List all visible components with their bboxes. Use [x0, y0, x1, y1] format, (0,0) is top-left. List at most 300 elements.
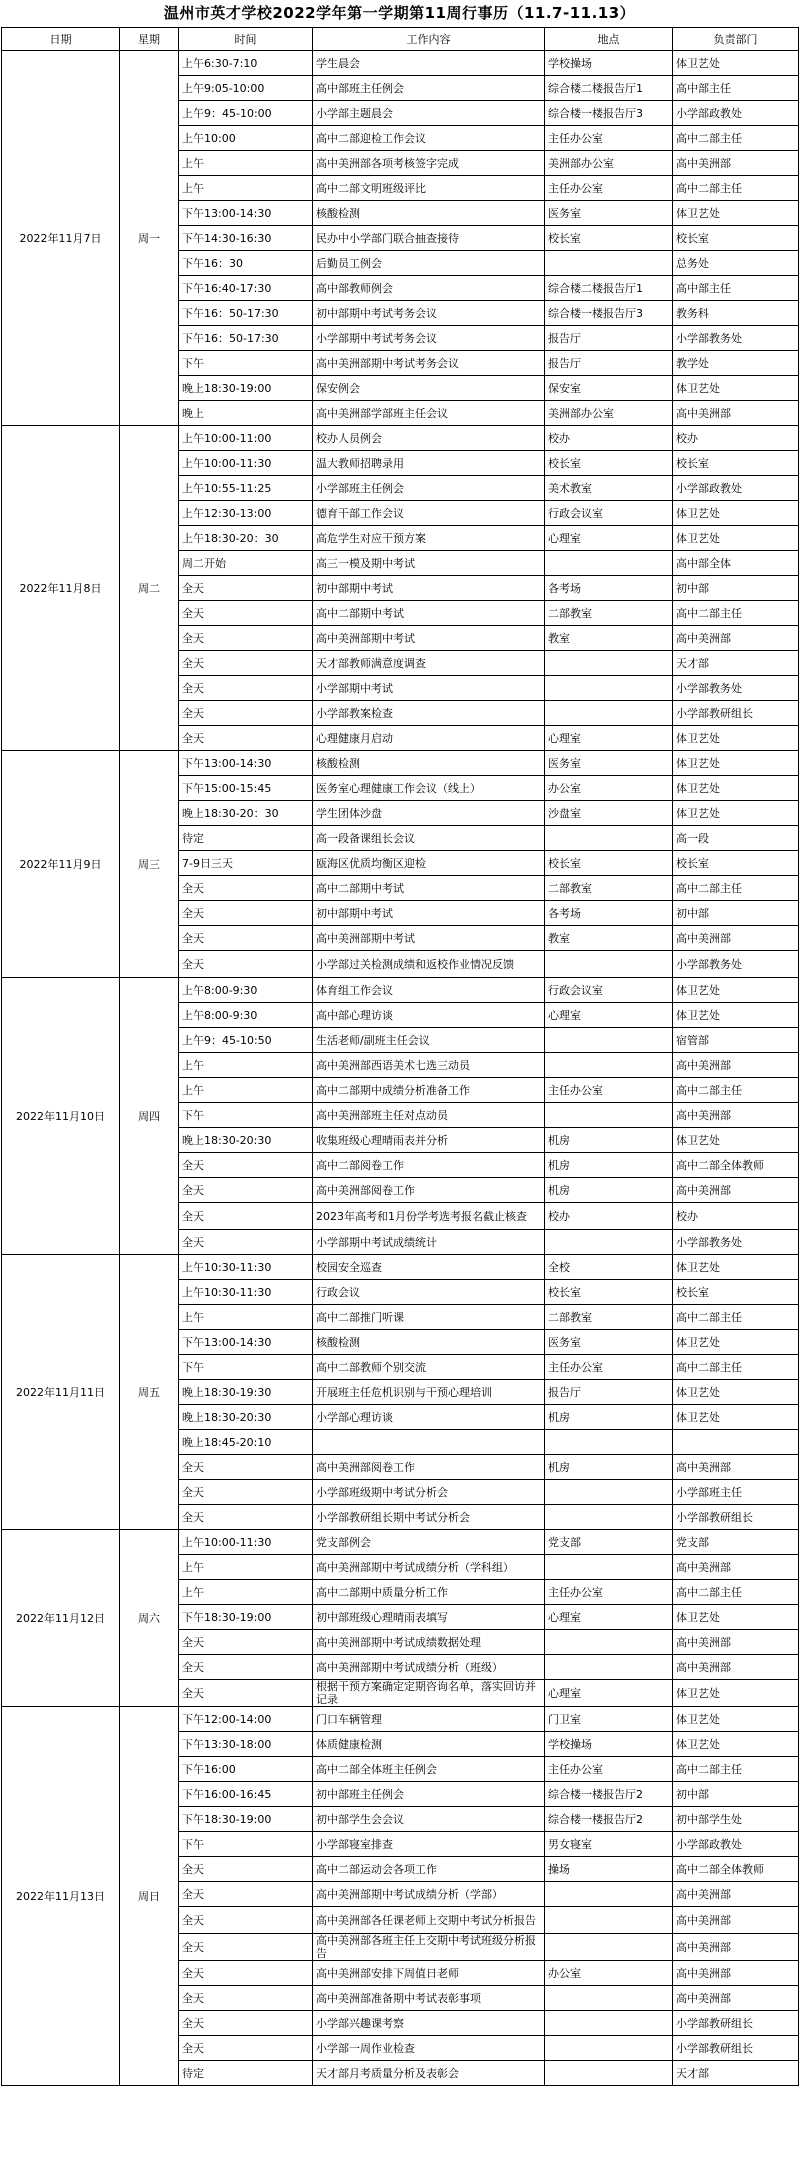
time-cell: 待定 [179, 826, 313, 851]
content-cell: 高中二部全体班主任例会 [313, 1757, 545, 1782]
department-cell: 初中部 [673, 901, 799, 926]
content-cell: 高中美洲部阅卷工作 [313, 1455, 545, 1480]
location-cell [545, 1655, 673, 1680]
time-cell: 全天 [179, 576, 313, 601]
date-cell: 2022年11月11日 [2, 1255, 120, 1530]
content-cell: 天才部月考质量分析及表彰会 [313, 2061, 545, 2086]
content-cell: 体质健康检测 [313, 1732, 545, 1757]
department-cell: 小学部教务处 [673, 326, 799, 351]
time-cell: 全天 [179, 1882, 313, 1907]
time-cell: 7-9日三天 [179, 851, 313, 876]
time-cell: 全天 [179, 676, 313, 701]
content-cell: 高中二部期中考试 [313, 601, 545, 626]
content-cell: 核酸检测 [313, 201, 545, 226]
location-cell [545, 1053, 673, 1078]
department-cell: 党支部 [673, 1530, 799, 1555]
content-cell: 后勤员工例会 [313, 251, 545, 276]
department-cell: 高中二部主任 [673, 176, 799, 201]
time-cell: 上午10:30-11:30 [179, 1255, 313, 1280]
location-cell [545, 1480, 673, 1505]
location-cell [545, 1430, 673, 1455]
department-cell: 教学处 [673, 351, 799, 376]
content-cell: 小学部教案检查 [313, 701, 545, 726]
location-cell: 办公室 [545, 1961, 673, 1986]
location-cell: 报告厅 [545, 351, 673, 376]
department-cell: 初中部 [673, 1782, 799, 1807]
content-cell: 高三一模及期中考试 [313, 551, 545, 576]
location-cell [545, 251, 673, 276]
time-cell: 晚上18:30-20:30 [179, 1128, 313, 1153]
content-cell: 高中美洲部期中考试成绩数据处理 [313, 1630, 545, 1655]
department-cell: 体卫艺处 [673, 1330, 799, 1355]
time-cell: 下午 [179, 351, 313, 376]
content-cell: 小学部期中考试 [313, 676, 545, 701]
location-cell: 操场 [545, 1857, 673, 1882]
department-cell: 高中美洲部 [673, 1630, 799, 1655]
time-cell: 下午13:00-14:30 [179, 201, 313, 226]
weekday-cell: 周三 [120, 751, 179, 978]
location-cell [545, 1103, 673, 1128]
content-cell: 体育组工作会议 [313, 978, 545, 1003]
location-cell: 主任办公室 [545, 1078, 673, 1103]
location-cell: 综合楼二楼报告厅1 [545, 76, 673, 101]
department-cell: 小学部教研组长 [673, 1505, 799, 1530]
location-cell: 医务室 [545, 201, 673, 226]
location-cell: 办公室 [545, 776, 673, 801]
time-cell: 上午10:00-11:00 [179, 426, 313, 451]
time-cell: 晚上 [179, 401, 313, 426]
content-cell: 根据干预方案确定定期咨询名单，落实回访并记录 [313, 1680, 545, 1707]
location-cell [545, 1986, 673, 2011]
header-content: 工作内容 [313, 28, 545, 51]
location-cell: 校长室 [545, 226, 673, 251]
time-cell: 周二开始 [179, 551, 313, 576]
location-cell: 医务室 [545, 1330, 673, 1355]
department-cell: 小学部政教处 [673, 476, 799, 501]
schedule-body [2, 51, 799, 2086]
time-cell: 晚上18:30-20:30 [179, 1405, 313, 1430]
content-cell: 瓯海区优质均衡区迎检 [313, 851, 545, 876]
time-cell: 上午10:00-11:30 [179, 451, 313, 476]
content-cell: 民办中小学部门联合抽查接待 [313, 226, 545, 251]
time-cell: 下午16：30 [179, 251, 313, 276]
location-cell: 机房 [545, 1178, 673, 1203]
department-cell: 高中美洲部 [673, 1882, 799, 1907]
department-cell: 小学部教研组长 [673, 2011, 799, 2036]
content-cell: 初中部期中考试考务会议 [313, 301, 545, 326]
department-cell: 高中二部全体教师 [673, 1857, 799, 1882]
time-cell: 上午 [179, 151, 313, 176]
department-cell: 体卫艺处 [673, 51, 799, 76]
location-cell: 二部教室 [545, 876, 673, 901]
department-cell: 高中美洲部 [673, 1555, 799, 1580]
content-cell: 初中部期中考试 [313, 576, 545, 601]
department-cell: 校办 [673, 426, 799, 451]
time-cell: 上午8:00-9:30 [179, 1003, 313, 1028]
time-cell: 上午 [179, 1580, 313, 1605]
content-cell: 高危学生对应干预方案 [313, 526, 545, 551]
content-cell: 高中二部推门听课 [313, 1305, 545, 1330]
date-cell: 2022年11月13日 [2, 1707, 120, 2086]
location-cell: 综合楼一楼报告厅3 [545, 101, 673, 126]
department-cell: 高中二部主任 [673, 1757, 799, 1782]
location-cell: 机房 [545, 1128, 673, 1153]
weekday-cell: 周四 [120, 978, 179, 1255]
department-cell: 高中二部主任 [673, 1580, 799, 1605]
location-cell: 二部教室 [545, 1305, 673, 1330]
content-cell: 小学部过关检测成绩和返校作业情况反馈 [313, 951, 545, 978]
location-cell [545, 701, 673, 726]
time-cell: 上午18:30-20：30 [179, 526, 313, 551]
department-cell: 体卫艺处 [673, 1732, 799, 1757]
department-cell: 校长室 [673, 851, 799, 876]
location-cell: 二部教室 [545, 601, 673, 626]
content-cell: 高中二部教师个别交流 [313, 1355, 545, 1380]
content-cell: 高中美洲部期中考试 [313, 926, 545, 951]
location-cell: 报告厅 [545, 326, 673, 351]
content-cell: 高中二部文明班级评比 [313, 176, 545, 201]
content-cell: 高中二部期中考试 [313, 876, 545, 901]
location-cell [545, 1630, 673, 1655]
department-cell: 体卫艺处 [673, 1128, 799, 1153]
weekday-cell: 周二 [120, 426, 179, 751]
time-cell: 全天 [179, 726, 313, 751]
location-cell: 美洲部办公室 [545, 151, 673, 176]
table-row [2, 1255, 799, 1280]
department-cell: 高中美洲部 [673, 401, 799, 426]
location-cell: 心理室 [545, 726, 673, 751]
department-cell: 体卫艺处 [673, 501, 799, 526]
location-cell [545, 1934, 673, 1961]
department-cell: 体卫艺处 [673, 801, 799, 826]
content-cell: 高中二部运动会各项工作 [313, 1857, 545, 1882]
department-cell: 高中二部全体教师 [673, 1153, 799, 1178]
time-cell: 下午16:00-16:45 [179, 1782, 313, 1807]
date-cell: 2022年11月12日 [2, 1530, 120, 1707]
location-cell: 美术教室 [545, 476, 673, 501]
content-cell [313, 1430, 545, 1455]
department-cell: 高中二部主任 [673, 126, 799, 151]
content-cell: 德育干部工作会议 [313, 501, 545, 526]
department-cell: 初中部学生处 [673, 1807, 799, 1832]
location-cell [545, 2061, 673, 2086]
location-cell [545, 2011, 673, 2036]
time-cell: 全天 [179, 1857, 313, 1882]
location-cell: 教室 [545, 626, 673, 651]
content-cell: 高中美洲部各项考核签字完成 [313, 151, 545, 176]
time-cell: 上午10:30-11:30 [179, 1280, 313, 1305]
content-cell: 温大教师招聘录用 [313, 451, 545, 476]
date-cell: 2022年11月10日 [2, 978, 120, 1255]
content-cell: 小学部期中考试考务会议 [313, 326, 545, 351]
department-cell: 体卫艺处 [673, 1380, 799, 1405]
content-cell: 高中美洲部期中考试成绩分析（学部） [313, 1882, 545, 1907]
table-row [2, 751, 799, 776]
content-cell: 生活老师/副班主任会议 [313, 1028, 545, 1053]
time-cell: 下午14:30-16:30 [179, 226, 313, 251]
header-location: 地点 [545, 28, 673, 51]
department-cell: 高中部全体 [673, 551, 799, 576]
time-cell: 上午10:00-11:30 [179, 1530, 313, 1555]
location-cell: 综合楼一楼报告厅2 [545, 1807, 673, 1832]
location-cell [545, 651, 673, 676]
time-cell: 全天 [179, 1934, 313, 1961]
page-title: 温州市英才学校2022学年第一学期第11周行事历（11.7-11.13） [163, 4, 636, 22]
department-cell: 高中美洲部 [673, 1103, 799, 1128]
location-cell: 主任办公室 [545, 126, 673, 151]
time-cell: 全天 [179, 626, 313, 651]
time-cell: 下午 [179, 1103, 313, 1128]
time-cell: 晚上18:30-19:30 [179, 1380, 313, 1405]
location-cell: 主任办公室 [545, 1757, 673, 1782]
department-cell: 小学部政教处 [673, 101, 799, 126]
content-cell: 高中美洲部期中考试成绩分析（学科组） [313, 1555, 545, 1580]
content-cell: 高中美洲部学部班主任会议 [313, 401, 545, 426]
department-cell: 体卫艺处 [673, 1255, 799, 1280]
content-cell: 保安例会 [313, 376, 545, 401]
location-cell: 门卫室 [545, 1707, 673, 1732]
time-cell: 下午16:00 [179, 1757, 313, 1782]
location-cell: 校办 [545, 426, 673, 451]
department-cell: 体卫艺处 [673, 201, 799, 226]
department-cell: 体卫艺处 [673, 1707, 799, 1732]
location-cell: 学校操场 [545, 51, 673, 76]
time-cell: 下午18:30-19:00 [179, 1807, 313, 1832]
content-cell: 初中部期中考试 [313, 901, 545, 926]
department-cell: 高中美洲部 [673, 1961, 799, 1986]
time-cell: 全天 [179, 1907, 313, 1934]
location-cell: 沙盘室 [545, 801, 673, 826]
time-cell: 下午 [179, 1355, 313, 1380]
time-cell: 上午12:30-13:00 [179, 501, 313, 526]
department-cell: 体卫艺处 [673, 376, 799, 401]
content-cell: 高中二部迎检工作会议 [313, 126, 545, 151]
department-cell: 高中美洲部 [673, 1907, 799, 1934]
schedule-table [1, 27, 799, 2086]
location-cell [545, 676, 673, 701]
time-cell: 全天 [179, 1680, 313, 1707]
date-cell: 2022年11月8日 [2, 426, 120, 751]
location-cell [545, 826, 673, 851]
department-cell: 高中二部主任 [673, 601, 799, 626]
content-cell: 高中美洲部各班主任上交期中考试班级分析报告 [313, 1934, 545, 1961]
content-cell: 高一段备课组长会议 [313, 826, 545, 851]
department-cell: 教务科 [673, 301, 799, 326]
content-cell: 心理健康月启动 [313, 726, 545, 751]
department-cell: 高中美洲部 [673, 1053, 799, 1078]
location-cell: 行政会议室 [545, 978, 673, 1003]
location-cell: 心理室 [545, 1605, 673, 1630]
location-cell: 心理室 [545, 1680, 673, 1707]
department-cell: 体卫艺处 [673, 726, 799, 751]
department-cell: 高中美洲部 [673, 1178, 799, 1203]
time-cell: 下午15:00-15:45 [179, 776, 313, 801]
time-cell: 待定 [179, 2061, 313, 2086]
content-cell: 初中部学生会会议 [313, 1807, 545, 1832]
content-cell: 高中美洲部班主任对点动员 [313, 1103, 545, 1128]
location-cell: 校办 [545, 1203, 673, 1230]
location-cell: 校长室 [545, 1280, 673, 1305]
content-cell: 小学部心理访谈 [313, 1405, 545, 1430]
content-cell: 门口车辆管理 [313, 1707, 545, 1732]
time-cell: 全天 [179, 926, 313, 951]
department-cell: 小学部教研组长 [673, 701, 799, 726]
time-cell: 上午9：45-10:00 [179, 101, 313, 126]
location-cell: 男女寝室 [545, 1832, 673, 1857]
department-cell: 宿管部 [673, 1028, 799, 1053]
location-cell: 报告厅 [545, 1380, 673, 1405]
time-cell: 晚上18:30-20：30 [179, 801, 313, 826]
department-cell: 总务处 [673, 251, 799, 276]
time-cell: 全天 [179, 1230, 313, 1255]
location-cell: 党支部 [545, 1530, 673, 1555]
time-cell: 上午8:00-9:30 [179, 978, 313, 1003]
department-cell: 高中美洲部 [673, 1934, 799, 1961]
department-cell: 高中美洲部 [673, 626, 799, 651]
content-cell: 2023年高考和1月份学考选考报名截止核查 [313, 1203, 545, 1230]
content-cell: 小学部一周作业检查 [313, 2036, 545, 2061]
department-cell: 体卫艺处 [673, 1605, 799, 1630]
department-cell: 高中美洲部 [673, 1655, 799, 1680]
time-cell: 全天 [179, 951, 313, 978]
department-cell: 高中美洲部 [673, 1986, 799, 2011]
department-cell: 校长室 [673, 1280, 799, 1305]
content-cell: 高中美洲部各任课老师上交期中考试分析报告 [313, 1907, 545, 1934]
location-cell: 机房 [545, 1455, 673, 1480]
weekday-cell: 周六 [120, 1530, 179, 1707]
time-cell: 上午9:05-10:00 [179, 76, 313, 101]
department-cell: 体卫艺处 [673, 1405, 799, 1430]
location-cell: 各考场 [545, 576, 673, 601]
weekday-cell: 周五 [120, 1255, 179, 1530]
content-cell: 初中部班级心理晴雨表填写 [313, 1605, 545, 1630]
date-cell: 2022年11月7日 [2, 51, 120, 426]
location-cell: 行政会议室 [545, 501, 673, 526]
table-row [2, 978, 799, 1003]
content-cell: 小学部教研组长期中考试分析会 [313, 1505, 545, 1530]
content-cell: 核酸检测 [313, 1330, 545, 1355]
location-cell: 校长室 [545, 451, 673, 476]
location-cell: 美洲部办公室 [545, 401, 673, 426]
department-cell: 小学部政教处 [673, 1832, 799, 1857]
location-cell: 医务室 [545, 751, 673, 776]
time-cell: 全天 [179, 701, 313, 726]
department-cell [673, 1430, 799, 1455]
table-row [2, 1707, 799, 1732]
content-cell: 校办人员例会 [313, 426, 545, 451]
weekday-cell: 周日 [120, 1707, 179, 2086]
content-cell: 学生晨会 [313, 51, 545, 76]
content-cell: 高中美洲部期中考试考务会议 [313, 351, 545, 376]
content-cell: 小学部主题晨会 [313, 101, 545, 126]
content-cell: 高中二部期中成绩分析准备工作 [313, 1078, 545, 1103]
content-cell: 天才部教师满意度调查 [313, 651, 545, 676]
time-cell: 全天 [179, 1986, 313, 2011]
table-row [2, 426, 799, 451]
department-cell: 小学部教务处 [673, 951, 799, 978]
time-cell: 全天 [179, 1480, 313, 1505]
department-cell: 体卫艺处 [673, 751, 799, 776]
department-cell: 体卫艺处 [673, 776, 799, 801]
table-row [2, 1530, 799, 1555]
time-cell: 晚上18:30-19:00 [179, 376, 313, 401]
location-cell: 全校 [545, 1255, 673, 1280]
location-cell [545, 1555, 673, 1580]
time-cell: 下午13:00-14:30 [179, 751, 313, 776]
time-cell: 全天 [179, 1961, 313, 1986]
header-row [2, 28, 799, 51]
time-cell: 上午 [179, 1555, 313, 1580]
content-cell: 高中美洲部安排下周值日老师 [313, 1961, 545, 1986]
location-cell: 心理室 [545, 1003, 673, 1028]
content-cell: 收集班级心理晴雨表并分析 [313, 1128, 545, 1153]
time-cell: 上午 [179, 176, 313, 201]
header-weekday: 星期 [120, 28, 179, 51]
content-cell: 高中美洲部期中考试 [313, 626, 545, 651]
department-cell: 天才部 [673, 2061, 799, 2086]
content-cell: 初中部班主任例会 [313, 1782, 545, 1807]
content-cell: 高中美洲部准备期中考试表彰事项 [313, 1986, 545, 2011]
time-cell: 全天 [179, 601, 313, 626]
time-cell: 下午13:00-14:30 [179, 1330, 313, 1355]
department-cell: 高一段 [673, 826, 799, 851]
department-cell: 高中二部主任 [673, 1355, 799, 1380]
department-cell: 小学部教务处 [673, 1230, 799, 1255]
time-cell: 全天 [179, 651, 313, 676]
location-cell [545, 2036, 673, 2061]
location-cell: 综合楼一楼报告厅3 [545, 301, 673, 326]
department-cell: 体卫艺处 [673, 1003, 799, 1028]
time-cell: 下午16：50-17:30 [179, 326, 313, 351]
location-cell: 各考场 [545, 901, 673, 926]
header-department: 负责部门 [673, 28, 799, 51]
header-date: 日期 [2, 28, 120, 51]
department-cell: 天才部 [673, 651, 799, 676]
location-cell [545, 1028, 673, 1053]
time-cell: 下午 [179, 1832, 313, 1857]
content-cell: 高中部教师例会 [313, 276, 545, 301]
time-cell: 下午16：50-17:30 [179, 301, 313, 326]
location-cell [545, 551, 673, 576]
time-cell: 下午16:40-17:30 [179, 276, 313, 301]
content-cell: 小学部班级期中考试分析会 [313, 1480, 545, 1505]
location-cell: 主任办公室 [545, 176, 673, 201]
content-cell: 学生团体沙盘 [313, 801, 545, 826]
location-cell: 心理室 [545, 526, 673, 551]
content-cell: 校园安全巡查 [313, 1255, 545, 1280]
header-time: 时间 [179, 28, 313, 51]
time-cell: 全天 [179, 1178, 313, 1203]
content-cell: 开展班主任危机识别与干预心理培训 [313, 1380, 545, 1405]
department-cell: 初中部 [673, 576, 799, 601]
content-cell: 高中部班主任例会 [313, 76, 545, 101]
location-cell: 教室 [545, 926, 673, 951]
time-cell: 晚上18:45-20:10 [179, 1430, 313, 1455]
department-cell: 高中美洲部 [673, 1455, 799, 1480]
content-cell: 核酸检测 [313, 751, 545, 776]
content-cell: 医务室心理健康工作会议（线上） [313, 776, 545, 801]
department-cell: 高中部主任 [673, 76, 799, 101]
department-cell: 小学部教务处 [673, 676, 799, 701]
content-cell: 党支部例会 [313, 1530, 545, 1555]
location-cell: 机房 [545, 1153, 673, 1178]
time-cell: 全天 [179, 876, 313, 901]
location-cell [545, 951, 673, 978]
table-row [2, 51, 799, 76]
location-cell: 综合楼一楼报告厅2 [545, 1782, 673, 1807]
content-cell: 小学部寝室排查 [313, 1832, 545, 1857]
time-cell: 上午 [179, 1078, 313, 1103]
